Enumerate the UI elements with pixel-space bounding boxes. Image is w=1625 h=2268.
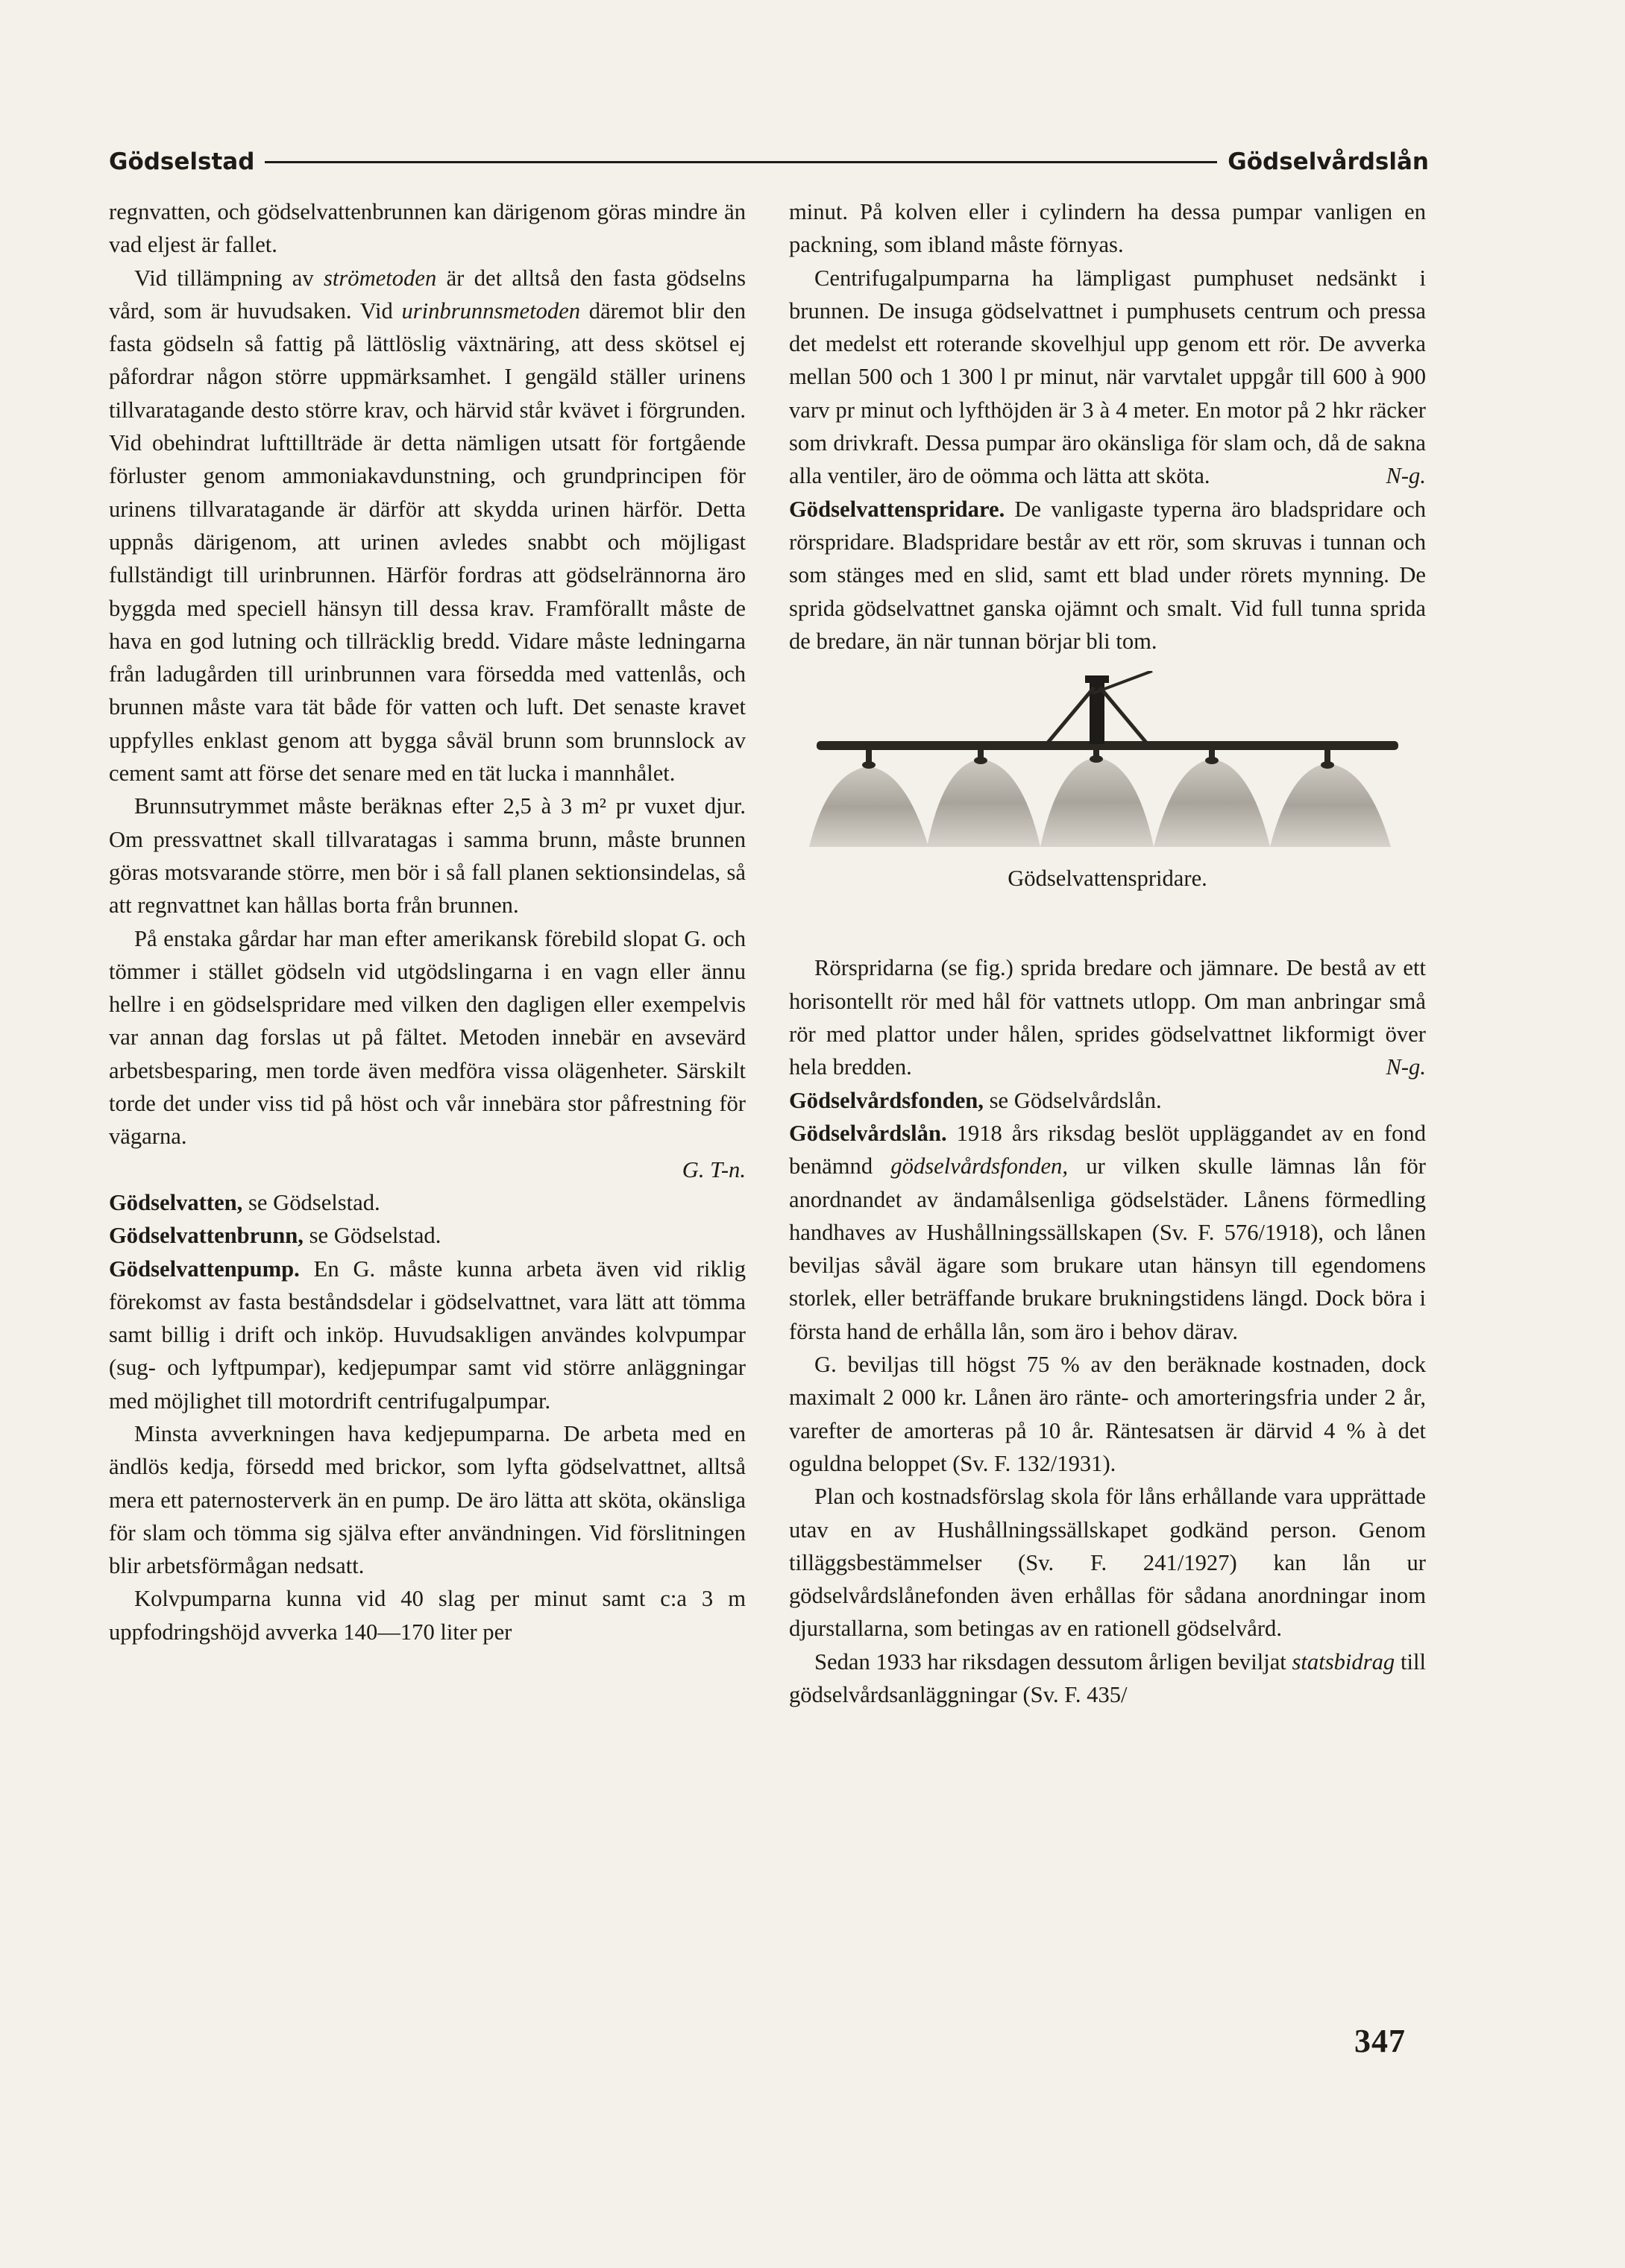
header-rule xyxy=(265,161,1217,163)
paragraph xyxy=(789,1645,1426,1712)
paragraph xyxy=(789,195,1426,262)
page-number: 347 xyxy=(1354,2023,1406,2059)
spray-fan xyxy=(1154,759,1270,847)
body-text: minut. På kolven eller i cylindern ha dessa pumpar vanligen en packning, som ibland måste förnyas. xyxy=(789,199,1426,258)
paragraph xyxy=(109,1253,746,1417)
body-text: se Gödselvårdslån. xyxy=(983,1087,1162,1113)
paragraph xyxy=(789,1084,1426,1117)
author-signature: N-g. xyxy=(1386,463,1426,489)
manure-water-spreader-illustration xyxy=(802,671,1413,847)
italic-term: gödselvårdsfonden, xyxy=(890,1153,1068,1179)
paragraph xyxy=(109,1417,746,1582)
body-text: däremot blir den fasta gödseln så fattig på lättlöslig växtnäring, att dess skötsel ej påfordrar någon större uppmärksamhet. I gengäld ställer urinens tillvaratagande desto större krav, och härvid står kvävet i förgrunden. Vid obehindrat lufttillträde är detta nämligen utsatt för fortgående förluster genom ammoniakavdunstning, och grundprincipen för urinens tillvaratagande är därför att skydda urinen härför. Detta uppnås därigenom, att urinen avledes snabbt och möjligast fullständigt till urinbrunnen. Härför fordras att gödselrännorna äro byggda med speciell hänsyn till dessa krav. Framförallt måste de hava en god lutning och tillräcklig bredd. Vidare måste ledningarna från ladugården till urinbrunnen vara försedda med vattenlås, och brunnen måste vara tät både för vatten och luft. Det senaste kravet uppfylles enklast genom att bygga såväl brunn som brunnslock av cement samt att förse det senare med en tät lucka i mannhålet. xyxy=(109,297,747,787)
brace-right xyxy=(1100,687,1146,743)
body-text: De vanligaste typerna äro bladspridare och rörspridare. Bladspridare består av ett rör, som skruvas i tunnan och som stänges med en slid, samt ett blad under rörets mynning. De sprida gödselvattnet ganska ojämnt och smalt. Vid full tunna sprida de bredare, än när tunnan börjar bli tom. xyxy=(789,496,1426,654)
right-column xyxy=(789,195,1426,1711)
entry-headword: Gödselvattenbrunn, xyxy=(109,1223,304,1249)
spray-fan xyxy=(809,766,928,847)
spray-fan xyxy=(927,759,1040,847)
header-left-title: Gödselstad xyxy=(109,148,255,175)
running-header xyxy=(109,142,1429,182)
body-text: Brunnsutrymmet måste beräknas efter 2,5 à 3 m² pr vuxet djur. Om pressvattnet skall tillvaratagas i samma brunn, måste brunnen göras motsvarande större, men bör i så fall planen sektionsindelas, så att regnvattnet kan hållas borta från brunnen. xyxy=(109,793,746,919)
entry-headword: Gödselvattenspridare. xyxy=(789,496,1005,522)
paragraph xyxy=(109,1186,746,1219)
figure-caption: Gödselvattenspridare. xyxy=(1008,866,1207,892)
paragraph xyxy=(789,1117,1426,1348)
italic-term: urinbrunnsmetoden xyxy=(401,297,581,324)
body-text: Plan och kostnadsförslag skola för låns erhållande vara upprättade utav en av Hushållningssällskapet godkänd person. Genom tilläggsbestämmelser (Sv. F. 241/1927) kan lån ur gödselvårdslånefonden även erhållas för sådana anordningar inom djurstallarna, som betingas av en rationell gödselvård. xyxy=(789,1484,1426,1642)
horizontal-pipe xyxy=(817,741,1398,750)
author-signature: G. T-n. xyxy=(682,1156,746,1182)
italic-term: strömetoden xyxy=(324,265,437,291)
body-text: Rörspridarna (se fig.) sprida bredare och jämnare. De bestå av ett horisontellt rör med hål för vattnets utlopp. Om man anbringar små rör med plattor under hålen, sprides gödselvattnet likformigt över hela bredden. xyxy=(789,955,1426,1080)
body-text: ur vilken skulle lämnas lån för anordnandet av ändamålsenliga gödselstäder. Lånens förmedling handhaves av Hushållningssällskapen (Sv. F. 576/1918), och lånen beviljas såväl ägare som brukare utan hänsyn till egendomens storlek, eller beträffande brukare brukningstidens längd. Dock böra i första hand de erhålla lån, som äro i behov därav. xyxy=(789,1153,1426,1344)
body-text: Centrifugalpumparna ha lämpligast pumphuset nedsänkt i brunnen. De insuga gödselvattnet i pumphusets centrum och pressa det medelst ett roterande skovelhjul upp genom ett rör. De avverka mellan 500 och 1 300 l pr minut, när varvtalet uppgår till 600 à 900 varv pr minut och lyfthöjden är 3 à 4 meter. En motor på 2 hkr räcker som drivkraft. Dessa pumpar äro okänsliga för slam och, då de sakna alla ventiler, äro de oömma och lätta att sköta. xyxy=(789,265,1426,489)
entry-headword: Gödselvårdsfonden, xyxy=(789,1087,984,1113)
author-signature: N-g. xyxy=(1386,1054,1426,1080)
body-text: se Gödselstad. xyxy=(242,1189,380,1215)
paragraph xyxy=(789,951,1426,1083)
entry-headword: Gödselvatten, xyxy=(109,1189,243,1215)
paragraph xyxy=(109,1219,746,1252)
entry-headword: Gödselvattenpump. xyxy=(109,1256,300,1282)
body-text: 1918 års riksdag beslöt uppläggandet av en fond benämnd xyxy=(789,1120,1426,1179)
paragraph xyxy=(109,790,746,922)
body-text: är det alltså den fasta gödselns vård, som är huvudsaken. Vid xyxy=(109,265,746,324)
paragraph xyxy=(109,195,746,262)
italic-term: statsbidrag xyxy=(1292,1648,1395,1675)
paragraph xyxy=(789,1480,1426,1645)
left-column xyxy=(109,195,746,1648)
body-text: Sedan 1933 har riksdagen dessutom årligen beviljat xyxy=(814,1648,1292,1675)
entry-headword: Gödselvårdslån. xyxy=(789,1120,947,1146)
right-column-bottom xyxy=(789,951,1426,1711)
paragraph xyxy=(109,1582,746,1648)
body-text: Minsta avverkningen hava kedjepumparna. De arbeta med en ändlös kedja, försedd med brickor, som lyfta gödselvattnet, alltså mera ett paternosterverk än en pump. De äro lätta att sköta, okänsliga för slam och tömma sig själva efter användningen. Vid förslitningen blir arbetsförmågan nedsatt. xyxy=(109,1420,746,1579)
body-text: En G. måste kunna arbeta även vid riklig förekomst av fasta beståndsdelar i gödselvattnet, vara lätt att tömma samt billig i drift och inköp. Huvudsakligen användes kolvpumpar (sug- och lyftpumpar), kedjepumpar samt vid större anläggningar med möjlighet till motordrift centrifugalpumpar. xyxy=(109,1256,746,1414)
body-text: Vid tillämpning av xyxy=(134,265,324,291)
body-text: till gödselvårdsanläggningar (Sv. F. 435/ xyxy=(789,1648,1426,1707)
brace-left xyxy=(1048,687,1094,743)
body-text: Kolvpumparna kunna vid 40 slag per minut samt c:a 3 m uppfodringshöjd avverka 140—170 liter per xyxy=(109,1586,746,1645)
body-text: se Gödselstad. xyxy=(303,1223,441,1249)
spray-fan xyxy=(1270,763,1391,847)
spacer xyxy=(789,895,1426,951)
paragraph xyxy=(789,1348,1426,1480)
paragraph xyxy=(109,922,746,1153)
right-column-top xyxy=(789,195,1426,658)
body-text: regnvatten, och gödselvattenbrunnen kan därigenom göras mindre än vad eljest är fallet. xyxy=(109,199,746,258)
paragraph xyxy=(109,262,746,790)
spray-fan xyxy=(1040,757,1154,847)
header-right-title: Gödselvårdslån xyxy=(1228,148,1429,175)
paragraph xyxy=(789,493,1426,658)
body-text: G. beviljas till högst 75 % av den beräknade kostnaden, dock maximalt 2 000 kr. Lånen äro ränte- och amorteringsfria under 2 år, varefter de amorteras på 10 år. Räntesatsen är därvid 4 % à det oguldna beloppet (Sv. F. 132/1931). xyxy=(789,1352,1426,1476)
figure xyxy=(789,671,1426,895)
paragraph xyxy=(789,262,1426,493)
paragraph xyxy=(109,1153,746,1186)
body-text: På enstaka gårdar har man efter amerikansk förebild slopat G. och tömmer i stället gödseln vid utgödslingarna i en vagn eller ännu hellre i en gödselspridare med vilken den dagligen eller exempelvis var annan dag forslas ut på fältet. Metoden innebär en avsevärd arbetsbesparing, men torde även medföra vissa olägenheter. Särskilt torde det under viss tid på höst och vår innebära stor påfrestning för vägarna. xyxy=(109,925,746,1150)
